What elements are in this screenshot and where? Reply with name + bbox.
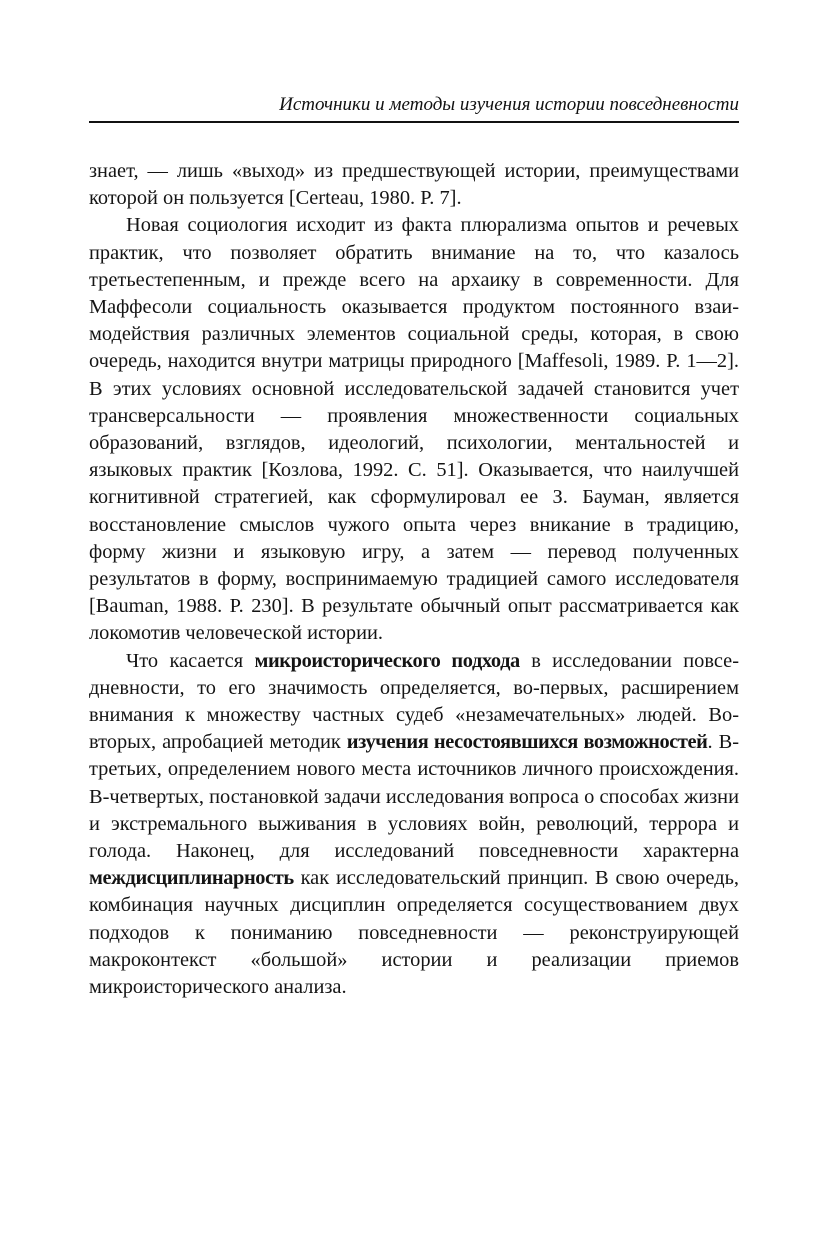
text-segment: в исследовании повседневности, то его значимость определяется, во-первых, расширением внимания к множеству частных судеб «незамечательных» людей. Во-вторых, апробацией методик <box>89 649 739 754</box>
paragraph-microhistory <box>89 648 739 1002</box>
bold-term: микроисторического подхода <box>254 649 520 672</box>
text-segment: Что касается <box>126 649 255 672</box>
text-segment: Новая социология исходит из факта плюрализма опытов и речевых практик, что позволяет обратить внимание на то, что казалось третьестепенным, и прежде всего на архаику в современности. Для Маффесоли социальность оказывается продуктом постоянного взаимодействия различных элементов социальной среды, которая, в свою очередь, находится внутри матрицы природного [Maffesoli, 1989. P. 1—2]. В этих условиях основной исследовательской задачей становится учет трансверсальности — проявления множественности социальных образований, взглядов, идеологий, психологии, ментальностей и языковых практик [Козлова, 1992. С. 51]. Оказывается, что наилучшей когнитивной стратегией, как сформулировал ее З. Бауман, является восстановление смыслов чужого опыта через вникание в традицию, форму жизни и языковую игру, а затем — перевод полученных результатов в форму, воспринимаемую традицией самого исследователя [Bauman, 1988. P. 230]. В результате обычный опыт рассматривается как локомотив человеческой истории. <box>89 214 739 645</box>
body-text <box>89 158 739 1001</box>
bold-term: изучения несостоявшихся возможностей <box>346 731 708 754</box>
text-segment: . В-третьих, определением нового места источников личного происхождения. В-четвертых, постановкой задачи исследования вопроса о способах жизни и экстремального выживания в условиях войн, революций, террора и голода. Наконец, для исследований повседневности характерна <box>89 731 739 863</box>
text-segment: как исследовательский принцип. В свою очередь, комбинация научных дисциплин определяется сосуществованием двух подходов к пониманию повседневности — реконструирующей макроконтекст «большой» истории и реализации приемов микроисторического анализа. <box>89 867 739 999</box>
bold-term: междисциплинарность <box>89 867 294 890</box>
running-head: Источники и методы изучения истории повседневности <box>279 94 739 115</box>
paragraph-continuation <box>89 158 739 212</box>
text-segment: знает, — лишь «выход» из предшествующей истории, преимуществами которой он пользуется [Certeau, 1980. P. 7]. <box>89 160 739 210</box>
header-rule <box>89 121 739 123</box>
paragraph-new-sociology <box>89 212 739 647</box>
